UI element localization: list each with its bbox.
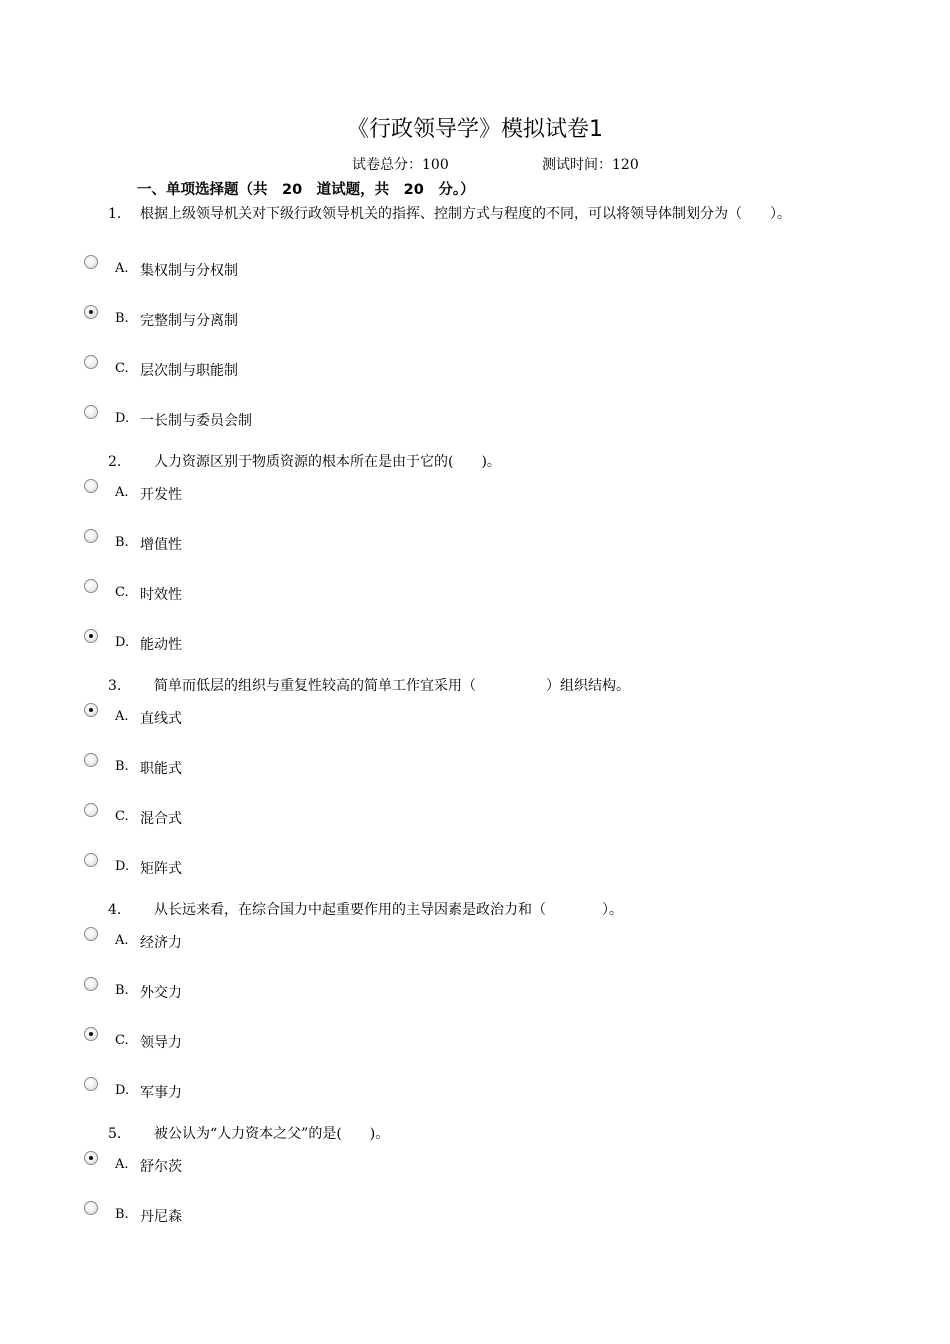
option-text: 开发性 [140,487,182,503]
radio-unselected-icon[interactable] [84,579,98,593]
radio-unselected-icon[interactable] [84,753,98,767]
option-text: 混合式 [140,811,182,827]
radio-unselected-icon[interactable] [84,255,98,269]
radio-unselected-icon[interactable] [84,927,98,941]
option-letter: C. [115,809,129,824]
option-text: 职能式 [140,761,182,777]
exam-title: 《行政领导学》模拟试卷1 [347,117,603,142]
test-time: 测试时间：120 [542,157,639,173]
radio-selected-icon[interactable] [84,1027,98,1041]
option-text: 一长制与委员会制 [140,413,252,429]
option-letter: D. [115,635,130,650]
option-text: 领导力 [140,1035,182,1051]
option-letter: A. [115,709,129,724]
total-score: 试卷总分：100 [352,157,449,173]
option-letter: D. [115,859,130,874]
option-letter: D. [115,1083,130,1098]
option-text: 军事力 [140,1085,182,1101]
option-text: 增值性 [140,537,182,553]
radio-unselected-icon[interactable] [84,1201,98,1215]
option-letter: B. [115,311,129,326]
option-letter: B. [115,759,129,774]
radio-selected-icon[interactable] [84,703,98,717]
question-text: 人力资源区别于物质资源的根本所在是由于它的( )。 [140,454,501,470]
question-number: 1. [108,206,122,222]
radio-unselected-icon[interactable] [84,803,98,817]
option-text: 矩阵式 [140,861,182,877]
option-text: 直线式 [140,711,182,727]
option-letter: C. [115,1033,129,1048]
radio-unselected-icon[interactable] [84,529,98,543]
option-text: 丹尼森 [140,1209,182,1225]
radio-unselected-icon[interactable] [84,853,98,867]
question-number: 4. [108,902,122,918]
option-letter: A. [115,933,129,948]
option-letter: B. [115,1207,129,1222]
option-letter: A. [115,261,129,276]
radio-unselected-icon[interactable] [84,405,98,419]
radio-selected-icon[interactable] [84,1151,98,1165]
option-letter: C. [115,361,129,376]
option-text: 经济力 [140,935,182,951]
question-text: 从长远来看，在综合国力中起重要作用的主导因素是政治力和（ ）。 [140,902,623,918]
question-text: 根据上级领导机关对下级行政领导机关的指挥、控制方式与程度的不同，可以将领导体制划分为（ ）。 [140,206,791,222]
option-text: 集权制与分权制 [140,263,238,279]
radio-unselected-icon[interactable] [84,355,98,369]
radio-unselected-icon[interactable] [84,1077,98,1091]
option-letter: C. [115,585,129,600]
option-text: 层次制与职能制 [140,363,238,379]
exam-meta [352,154,639,174]
question-number: 5. [108,1126,122,1142]
option-letter: D. [115,411,130,426]
option-letter: B. [115,535,129,550]
radio-unselected-icon[interactable] [84,977,98,991]
option-text: 时效性 [140,587,182,603]
option-text: 外交力 [140,985,182,1001]
section-heading: 一、单项选择题（共 20 道试题，共 20 分。） [137,182,475,198]
radio-selected-icon[interactable] [84,305,98,319]
question-text: 简单而低层的组织与重复性较高的简单工作宜采用（ ）组织结构。 [140,678,630,694]
option-text: 能动性 [140,637,182,653]
question-number: 2. [108,454,122,470]
question-text: 被公认为“人力资本之父”的是( )。 [140,1126,390,1142]
option-letter: A. [115,485,129,500]
option-letter: A. [115,1157,129,1172]
radio-unselected-icon[interactable] [84,479,98,493]
option-text: 完整制与分离制 [140,313,238,329]
option-letter: B. [115,983,129,998]
radio-selected-icon[interactable] [84,629,98,643]
option-text: 舒尔茨 [140,1159,182,1175]
question-number: 3. [108,678,122,694]
